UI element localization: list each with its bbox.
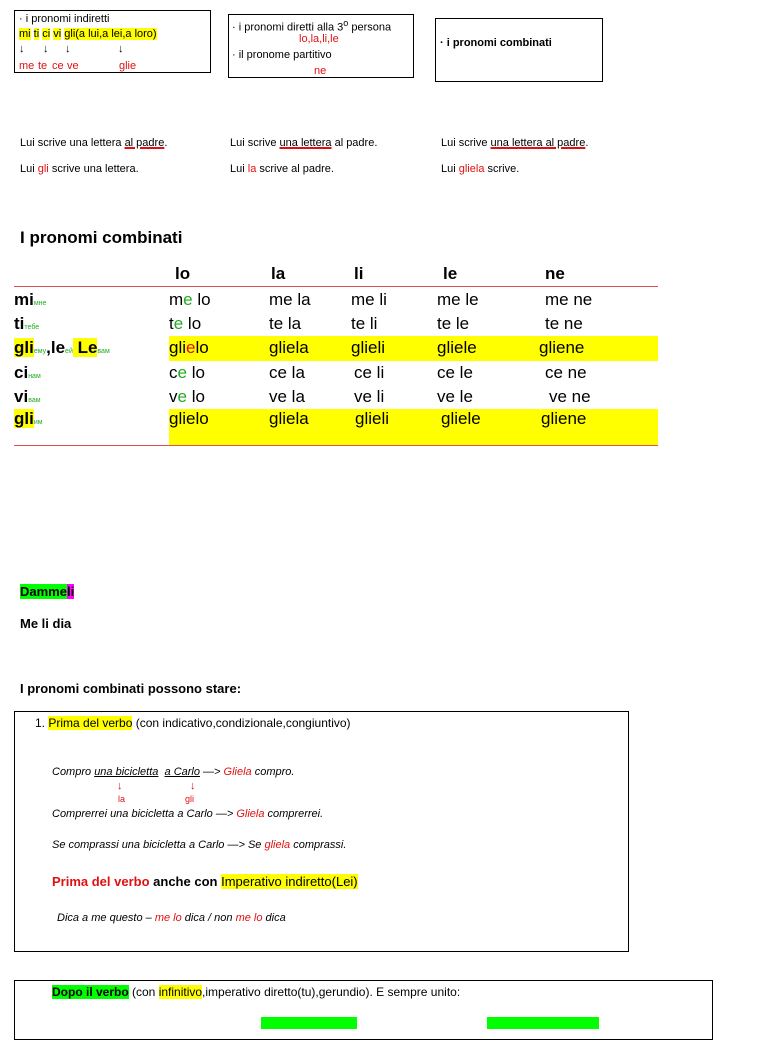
table-row-highlighted (14, 409, 658, 446)
table-row-highlighted (14, 336, 658, 360)
example-1a: Lui scrive una lettera al padre. (20, 137, 168, 149)
cell-ne: te ne (545, 313, 583, 333)
imperativo-rule: Prima del verbo anche con Imperativo indiretto(Lei) (52, 874, 358, 889)
label-gli: gli (185, 794, 195, 804)
pronoun-mi: mi (19, 28, 31, 40)
box2-title: · i pronomi diretti alla 3$^o$ persona (232, 18, 392, 34)
box2-partitive: · il pronome partitivo (232, 49, 332, 61)
table-row (14, 312, 658, 336)
box1-pronoun-row (19, 27, 157, 41)
cell-lo: glielo (169, 338, 209, 358)
after-verb-box (14, 980, 713, 1040)
box3-title: · i pronomi combinati (440, 37, 552, 49)
row-label: miмне (14, 289, 47, 309)
cell-li: ce li (354, 362, 385, 382)
cell-la: ve la (269, 387, 305, 407)
before-verb-box (14, 711, 629, 952)
form-ve: ve (67, 60, 79, 72)
combined-pronouns-box (435, 18, 603, 82)
example-3a: Lui scrive una lettera al padre. (441, 137, 589, 149)
cell-la: gliela (269, 409, 309, 429)
box1-title: · i pronomi indiretti (19, 13, 110, 25)
example-dica: Dica a me questo – me lo dica / non me lo dica (57, 912, 286, 924)
header-ne: ne (545, 264, 565, 284)
cell-lo: glielo (169, 409, 209, 429)
cell-ne: ce ne (545, 362, 587, 382)
example-2b: Lui la scrive al padre. (230, 163, 334, 175)
highlight-mark (261, 1017, 357, 1029)
section-title: I pronomi combinati (20, 228, 183, 247)
header-le: le (443, 264, 458, 284)
cell-ne: gliene (539, 338, 585, 358)
pronoun-vi: vi (53, 28, 62, 40)
cell-li: me li (351, 289, 387, 309)
direct-forms: lo,la,li,le (299, 33, 339, 45)
highlight-mark (487, 1017, 599, 1029)
row-label: tiтебе (14, 313, 40, 333)
cell-la: ce la (269, 362, 305, 382)
cell-la: gliela (269, 338, 309, 358)
cell-li: ve li (354, 387, 385, 407)
cell-li: te li (351, 313, 378, 333)
pronoun-ci: ci (42, 28, 51, 40)
cell-le: gliele (441, 409, 481, 429)
cell-li: glieli (351, 338, 386, 358)
cell-lo: ce lo (169, 362, 205, 382)
example-comprerrei: Comprerrei una bicicletta a Carlo —> Gliela comprerrei. (52, 808, 324, 820)
example-1b: Lui gli scrive una lettera. (20, 163, 139, 175)
form-te: te (38, 60, 48, 72)
arrow-icon: ↓ (43, 43, 49, 55)
rule-2: Dopo il verbo (con infinitivo,imperativo diretto(tu),gerundio). E sempre unito: (52, 985, 461, 999)
direct-pronouns-box (228, 14, 414, 78)
cell-ne: ve ne (549, 387, 591, 407)
example-2a: Lui scrive una lettera al padre. (230, 137, 378, 149)
arrow-icon: ↓ (118, 43, 124, 55)
table-row (14, 385, 658, 409)
cell-ne: me ne (545, 289, 593, 309)
cell-le: me le (437, 289, 479, 309)
cell-la: me la (269, 289, 311, 309)
example-compro: Compro una bicicletta a Carlo —> Gliela compro. (52, 766, 295, 778)
pronoun-gli: gli(a lui,a lei,a loro) (64, 28, 157, 40)
example-3b: Lui gliela scrive. (441, 163, 520, 175)
table-header-row (14, 262, 658, 287)
arrow-icon: ↓ (19, 43, 25, 55)
combined-pronouns-table (14, 262, 658, 446)
header-lo: lo (175, 264, 191, 284)
arrow-icon: ↓ (65, 43, 71, 55)
header-li: li (354, 264, 364, 284)
cell-le: ce le (437, 362, 473, 382)
label-la: la (118, 794, 126, 804)
dammeli: Dammeli (20, 584, 75, 599)
cell-ne: gliene (541, 409, 587, 429)
cell-le: gliele (437, 338, 477, 358)
pronoun-ti: ti (33, 28, 40, 40)
arrow-icon: ↓ (117, 780, 123, 792)
possono-stare-heading: I pronomi combinati possono stare: (20, 681, 242, 696)
partitive-ne: ne (314, 65, 327, 77)
cell-li: glieli (355, 409, 390, 429)
cell-la: te la (269, 313, 302, 333)
row-label: gliим (14, 409, 169, 446)
cell-le: te le (437, 313, 470, 333)
row-label: gliему,leей Leвам (14, 336, 169, 360)
cell-lo: ve lo (169, 387, 205, 407)
row-label: ciнам (14, 362, 41, 382)
rule-1: 1. Prima del verbo (con indicativo,condizionale,congiuntivo) (35, 716, 351, 730)
form-me: me (19, 60, 35, 72)
table-row (14, 287, 658, 312)
form-ce: ce (52, 60, 64, 72)
form-glie: glie (119, 60, 137, 72)
row-label: viвам (14, 387, 41, 407)
cell-lo: te lo (169, 313, 202, 333)
table-row (14, 361, 658, 385)
indirect-pronouns-box (14, 10, 211, 73)
me-li-dia: Me li dia (20, 616, 72, 631)
example-comprassi: Se comprassi una bicicletta a Carlo —> Se gliela comprassi. (52, 839, 347, 851)
cell-le: ve le (437, 387, 473, 407)
arrow-icon: ↓ (190, 780, 196, 792)
cell-lo: me lo (169, 289, 211, 309)
header-la: la (271, 264, 286, 284)
